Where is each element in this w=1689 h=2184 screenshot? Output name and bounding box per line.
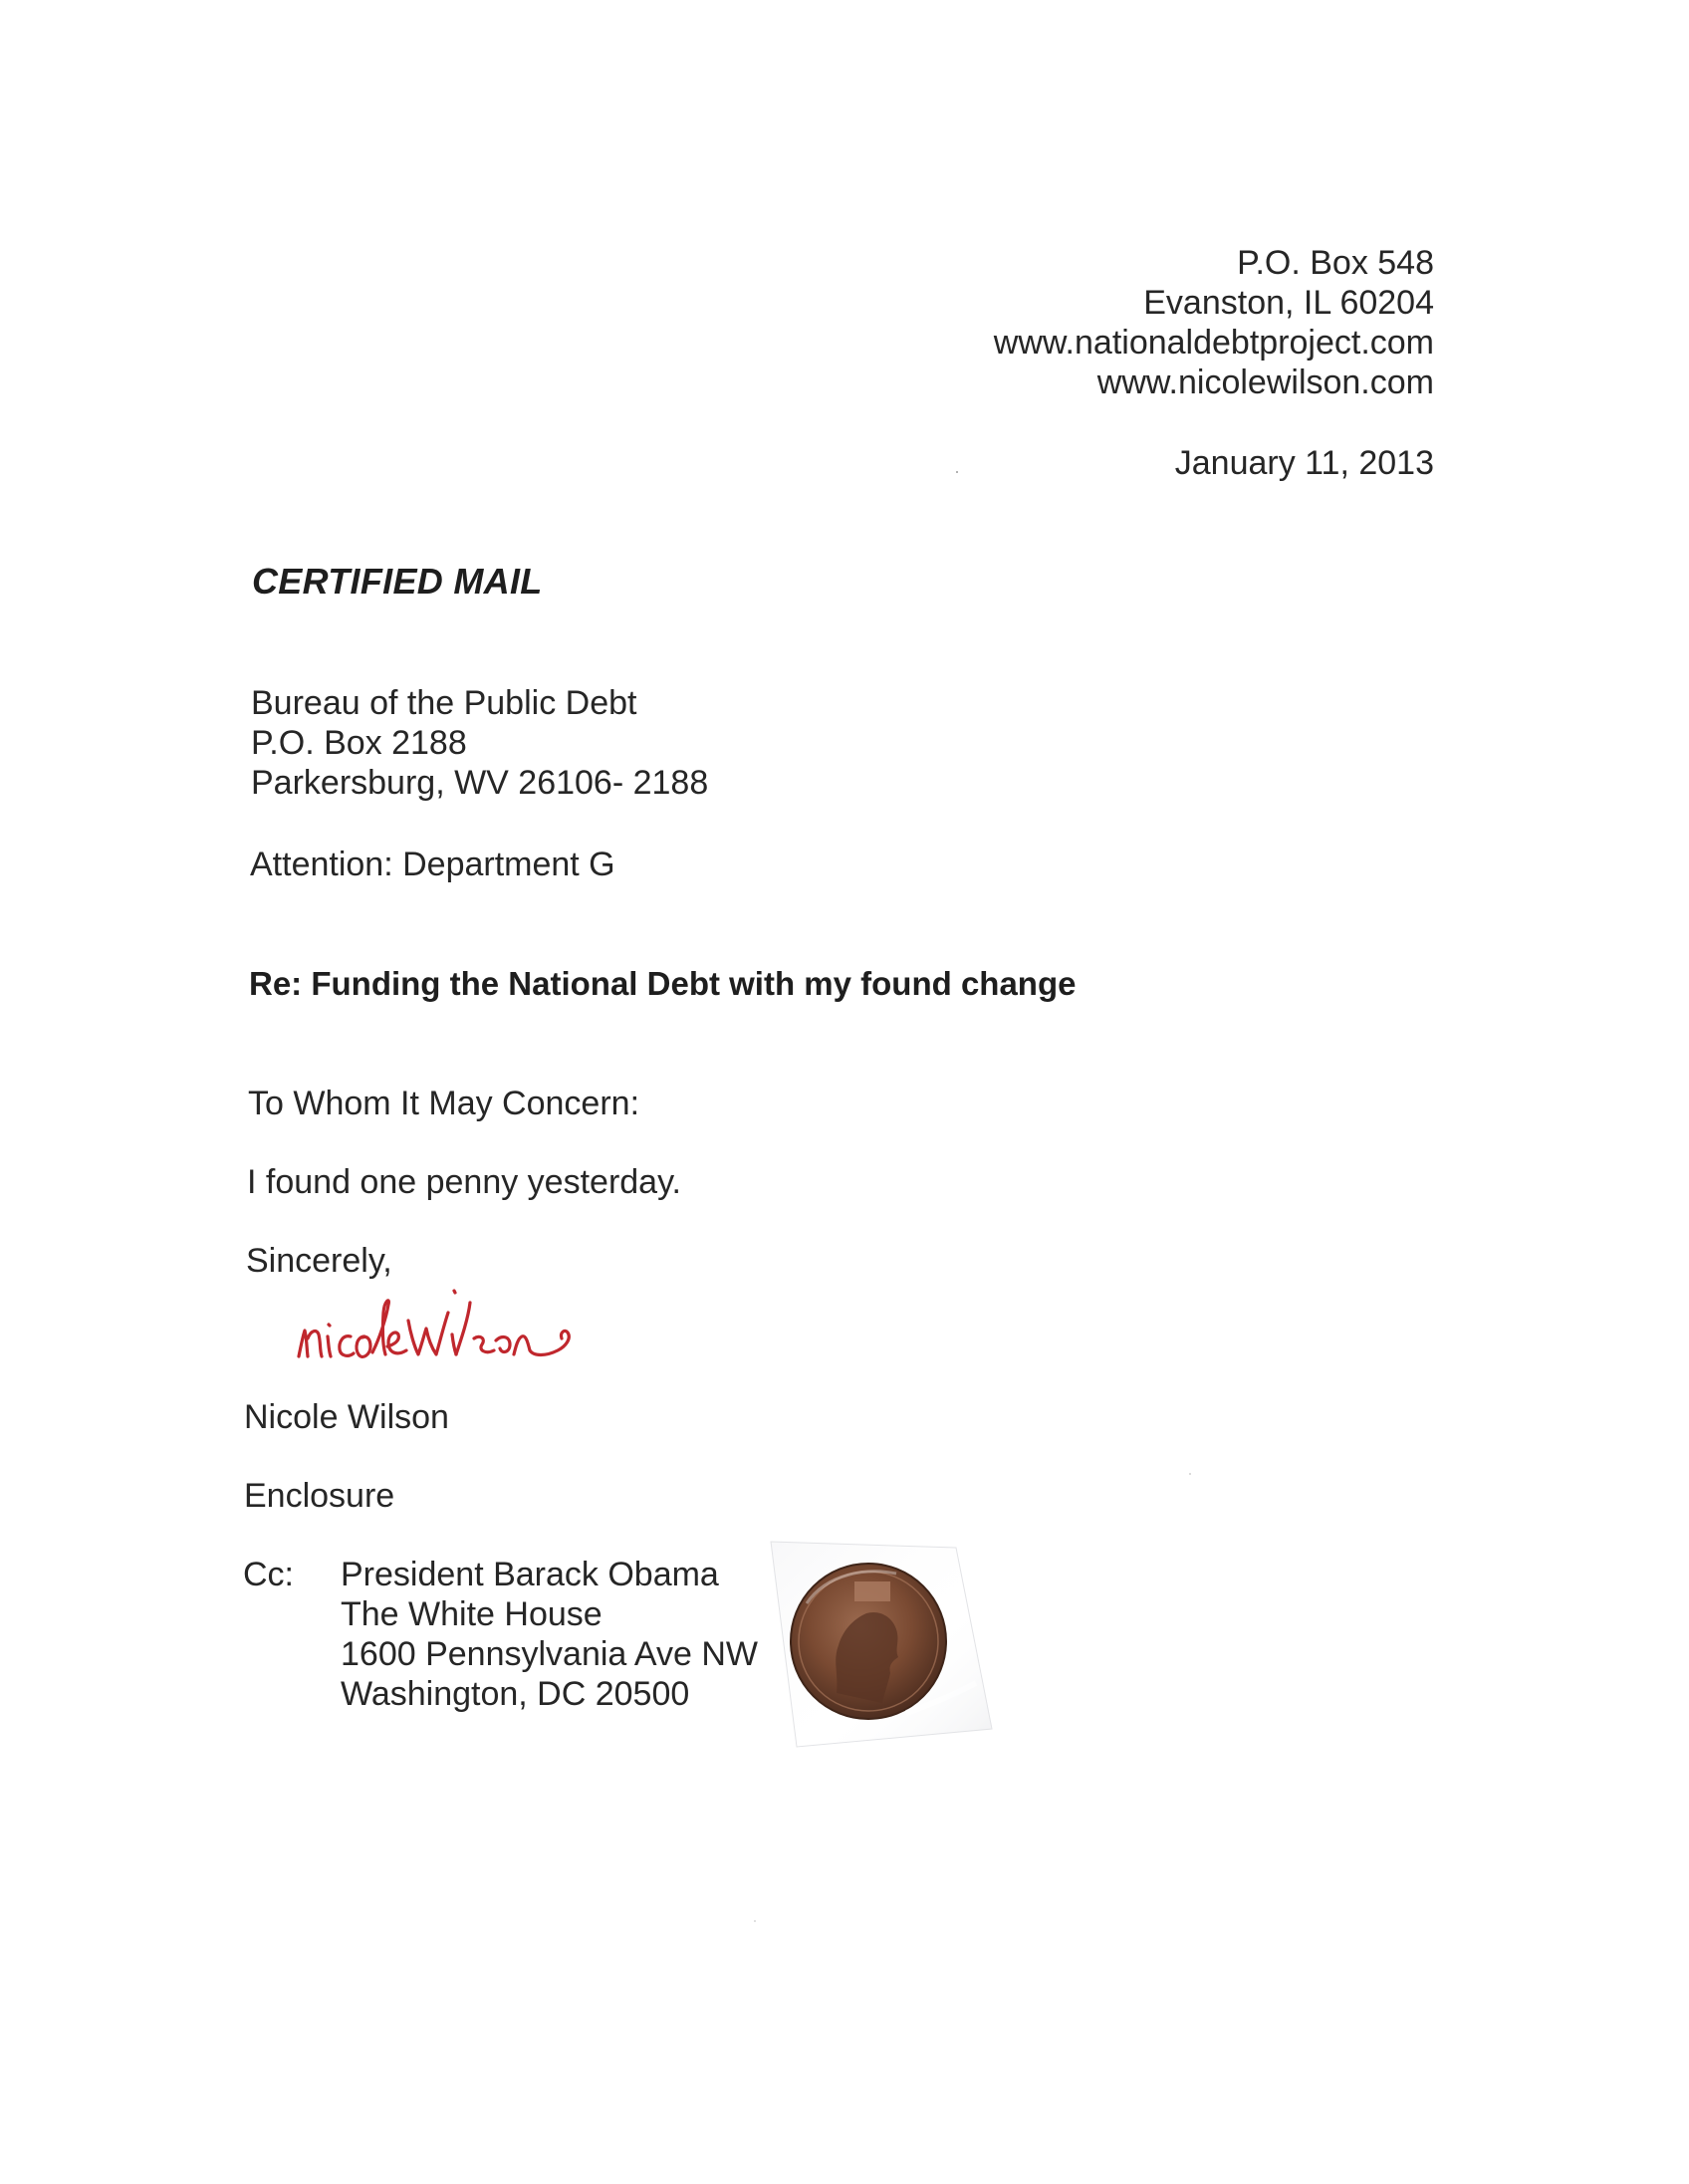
scan-speck bbox=[956, 471, 958, 473]
recipient-line: Bureau of the Public Debt bbox=[251, 684, 637, 722]
return-address bbox=[994, 243, 1434, 402]
cc-line: The White House bbox=[341, 1595, 603, 1633]
recipient-line: Parkersburg, WV 26106- 2188 bbox=[251, 764, 709, 802]
return-address-url: www.nicolewilson.com bbox=[1096, 364, 1434, 401]
scan-speck bbox=[1189, 1473, 1191, 1475]
cc-address bbox=[341, 1555, 758, 1714]
return-address-line: P.O. Box 548 bbox=[1237, 244, 1434, 282]
attention-line: Attention: Department G bbox=[250, 846, 615, 883]
return-address-line: Evanston, IL 60204 bbox=[1143, 284, 1434, 322]
recipient-line: P.O. Box 2188 bbox=[251, 724, 467, 762]
enclosure-note: Enclosure bbox=[244, 1477, 395, 1515]
signature-image bbox=[291, 1277, 669, 1372]
cc-line: 1600 Pennsylvania Ave NW bbox=[341, 1635, 758, 1673]
scan-speck bbox=[754, 1920, 756, 1922]
cc-line: President Barack Obama bbox=[341, 1556, 719, 1593]
cc-line: Washington, DC 20500 bbox=[341, 1675, 690, 1713]
recipient-address bbox=[251, 683, 708, 803]
penny-image bbox=[757, 1534, 996, 1753]
return-address-url: www.nationaldebtproject.com bbox=[993, 324, 1434, 362]
closing: Sincerely, bbox=[246, 1242, 392, 1280]
mail-type-heading: CERTIFIED MAIL bbox=[252, 561, 543, 602]
signer-name: Nicole Wilson bbox=[244, 1398, 449, 1436]
subject-line: Re: Funding the National Debt with my found change bbox=[249, 965, 1077, 1002]
letter-body: I found one penny yesterday. bbox=[247, 1163, 682, 1201]
letter-date: January 11, 2013 bbox=[1174, 444, 1434, 482]
salutation: To Whom It May Concern: bbox=[248, 1085, 640, 1122]
cc-label: Cc: bbox=[243, 1556, 294, 1593]
